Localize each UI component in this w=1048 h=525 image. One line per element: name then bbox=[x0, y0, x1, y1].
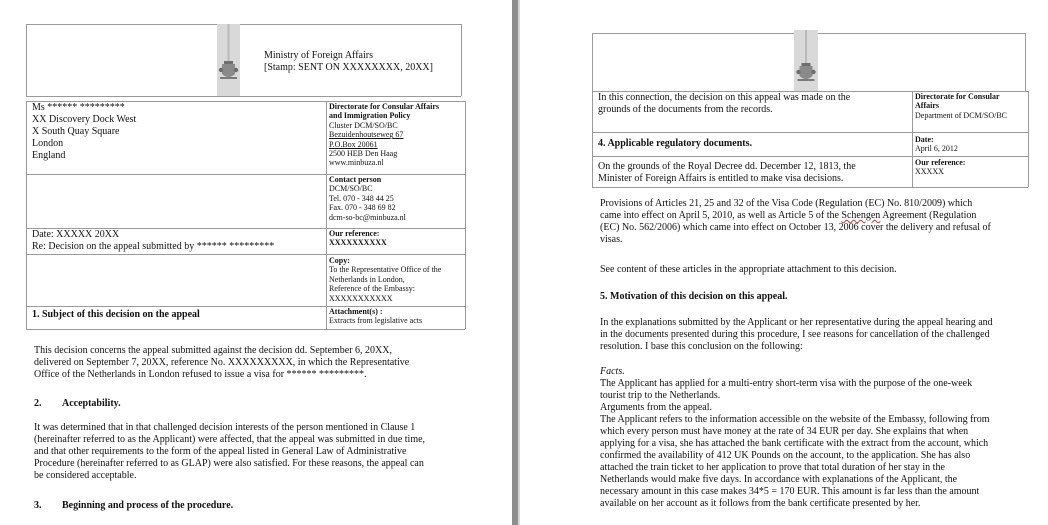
section3-number: 3. bbox=[34, 500, 42, 511]
directorate-heading: Affairs bbox=[915, 101, 939, 111]
re-line: Re: Decision on the appeal submitted by ****** ********* bbox=[32, 241, 275, 252]
copy-label: Copy: bbox=[329, 256, 350, 265]
our-reference-value: XXXXXXXXXX bbox=[329, 238, 387, 248]
copy-line: To the Representative Office of the bbox=[329, 265, 442, 275]
copy-line: XXXXXXXXXXX bbox=[329, 293, 393, 303]
body-line: be considered acceptable. bbox=[34, 470, 137, 481]
directorate-block bbox=[329, 102, 439, 168]
body-line: This decision concerns the appeal submitted against the decision dd. September 6, 20XX, bbox=[34, 345, 392, 356]
see-content-line: See content of these articles in the appropriate attachment to this decision. bbox=[600, 264, 897, 275]
body-line: Procedure (hereinafter referred to as GLAP) were also satisfied. For these reasons, the appeal can bbox=[34, 458, 424, 469]
body-line: in the documents presented during this procedure, I see reasons for cancellation of the challenged bbox=[600, 329, 990, 340]
body-line: available on her account as it follows from the bank certificate presented by her. bbox=[600, 498, 921, 509]
department-line: Department of DCM/SO/BC bbox=[915, 110, 1007, 120]
body-line: The Applicant has applied for a multi-entry short-term visa with the purpose of the one-week bbox=[600, 378, 973, 389]
body-line: tourist trip to the Netherlands. bbox=[600, 390, 721, 401]
body-line: On the grounds of the Royal Decree dd. December 12, 1813, the bbox=[598, 161, 856, 172]
crest-block bbox=[217, 24, 240, 96]
attachments-label: Attachment(s) : bbox=[329, 307, 383, 316]
body-line: It was determined that in that challenged decision interests of the person mentioned in Clause 1 bbox=[34, 422, 416, 433]
body-line: (hereinafter referred to as the Applicant) were affected, that the appeal was submitted in due time, bbox=[34, 434, 426, 445]
provisions-text bbox=[600, 198, 991, 246]
facts-label: Facts. bbox=[600, 366, 625, 377]
body-line: attached the train ticket to her application to prove that total duration of her stay in the bbox=[600, 462, 945, 473]
body-line: Office of the Netherlands in London refused to issue a visa for ****** *********. bbox=[34, 369, 367, 380]
recipient-line: London bbox=[32, 138, 64, 149]
section4-title: 4. Applicable regulatory documents. bbox=[598, 138, 752, 149]
section2-number: 2. bbox=[34, 398, 42, 409]
body-line: In the explanations submitted by the Applicant or her representative during the appeal hearing and bbox=[600, 317, 993, 328]
section2-body bbox=[34, 422, 425, 482]
our-reference-label: Our reference: bbox=[915, 158, 966, 167]
ministry-name: Ministry of Foreign Affairs bbox=[264, 50, 373, 61]
facts-text bbox=[600, 366, 990, 510]
recipient-line: England bbox=[32, 150, 66, 161]
body-line: applying for a visa, she has attached the bank certificate with the extract from the account, which bbox=[600, 438, 989, 449]
connection-text bbox=[598, 92, 850, 116]
recipient-line: Ms ****** ********* bbox=[32, 102, 125, 113]
directorate-heading: Directorate for Consular Affairs bbox=[329, 102, 439, 111]
body-line: visas. bbox=[600, 234, 623, 245]
contact-block bbox=[329, 175, 406, 222]
sent-stamp: [Stamp: SENT ON XXXXXXXX, 20XX] bbox=[264, 62, 433, 73]
directorate-block bbox=[915, 92, 1007, 120]
body-line: necessary amount in this case makes 34*5 = 170 EUR. This amount is far less than the amount bbox=[600, 486, 980, 497]
body-line: Provisions of Articles 21, 25 and 32 of the Visa Code (Regulation (EC) No. 810/2009) which bbox=[600, 198, 973, 209]
arguments-label: Arguments from the appeal. bbox=[600, 402, 713, 413]
recipient-line: X South Quay Square bbox=[32, 126, 120, 137]
body-line: delivered on September 7, 20XX, reference No. XXXXXXXXX, in which the Representative bbox=[34, 357, 410, 368]
royal-decree-text bbox=[598, 161, 856, 185]
body-line: which every person must have money at the rate of 34 EUR per day. She explains that when bbox=[600, 426, 969, 437]
directorate-detail: Bezuidenhoutseweg 67 bbox=[329, 130, 404, 140]
directorate-heading: Directorate for Consular bbox=[915, 92, 1000, 101]
coat-of-arms-icon bbox=[794, 30, 818, 91]
contact-line: Fax. 070 - 348 69 82 bbox=[329, 203, 396, 213]
recipient-address bbox=[32, 102, 136, 162]
our-reference-value: XXXXX bbox=[915, 167, 944, 177]
crest-block bbox=[794, 30, 818, 91]
contact-line: DCM/SO/BC bbox=[329, 184, 373, 194]
section2-title: Acceptability. bbox=[62, 398, 121, 409]
contact-line: Tel. 070 - 348 44 25 bbox=[329, 193, 394, 203]
recipient-line: XX Discovery Dock West bbox=[32, 114, 137, 125]
motivation-text bbox=[600, 317, 993, 353]
body-line: grounds of the documents from the records. bbox=[598, 104, 773, 115]
copy-block bbox=[329, 256, 441, 303]
directorate-detail: Cluster DCM/SO/BC bbox=[329, 120, 398, 130]
our-reference-label: Our reference: bbox=[329, 229, 380, 238]
body-line: resolution. I base this conclusion on the following: bbox=[600, 341, 803, 352]
directorate-detail: www.minbuza.nl bbox=[329, 158, 384, 168]
body-line: and that other requirements to the form of the appeal listed in General Law of Administrative bbox=[34, 446, 407, 457]
date-label: Date: bbox=[915, 135, 934, 144]
body-line: In this connection, the decision on this appeal was made on the bbox=[598, 92, 851, 103]
section5-title: 5. Motivation of this decision on this appeal. bbox=[600, 291, 788, 302]
body-line: Netherlands would make five days. In accordance with explanations of the Applicant, the bbox=[600, 474, 958, 485]
body-line: (EC) No. 562/2006) which came into effect on October 13, 2006 cover the delivery and refusal of bbox=[600, 222, 991, 233]
section3-title: Beginning and process of the procedure. bbox=[62, 500, 234, 511]
attachments-value: Extracts from legislative acts bbox=[329, 316, 423, 326]
section1-body bbox=[34, 345, 409, 381]
contact-heading: Contact person bbox=[329, 175, 382, 184]
directorate-detail: P.O.Box 20061 bbox=[329, 139, 378, 149]
body-line: Minister of Foreign Affairs is entitled to make visa decisions. bbox=[598, 173, 844, 184]
date-line: Date: XXXXX 20XX bbox=[32, 229, 120, 240]
directorate-heading: and Immigration Policy bbox=[329, 111, 411, 121]
section1-title: 1. Subject of this decision on the appeal bbox=[32, 309, 200, 320]
body-line: The Applicant refers to the information accessible on the website of the Embassy, following from bbox=[600, 414, 990, 425]
directorate-detail: 2500 HEB Den Haag bbox=[329, 149, 398, 159]
body-line: confirmed the availability of 412 UK Pounds on the account, to the application. She has also bbox=[600, 450, 971, 461]
left-page bbox=[0, 0, 512, 525]
contact-email: dcm-so-bc@minbuza.nl bbox=[329, 212, 406, 222]
body-line: came into effect on April 5, 2010, as well as Article 5 of the Schengen Agreement (Regulation bbox=[600, 210, 977, 221]
copy-line: Netherlands in London, bbox=[329, 274, 405, 284]
right-page bbox=[520, 0, 1048, 525]
date-value: April 6, 2012 bbox=[915, 144, 958, 154]
copy-line: Reference of the Embassy: bbox=[329, 284, 415, 294]
coat-of-arms-icon bbox=[217, 24, 240, 96]
